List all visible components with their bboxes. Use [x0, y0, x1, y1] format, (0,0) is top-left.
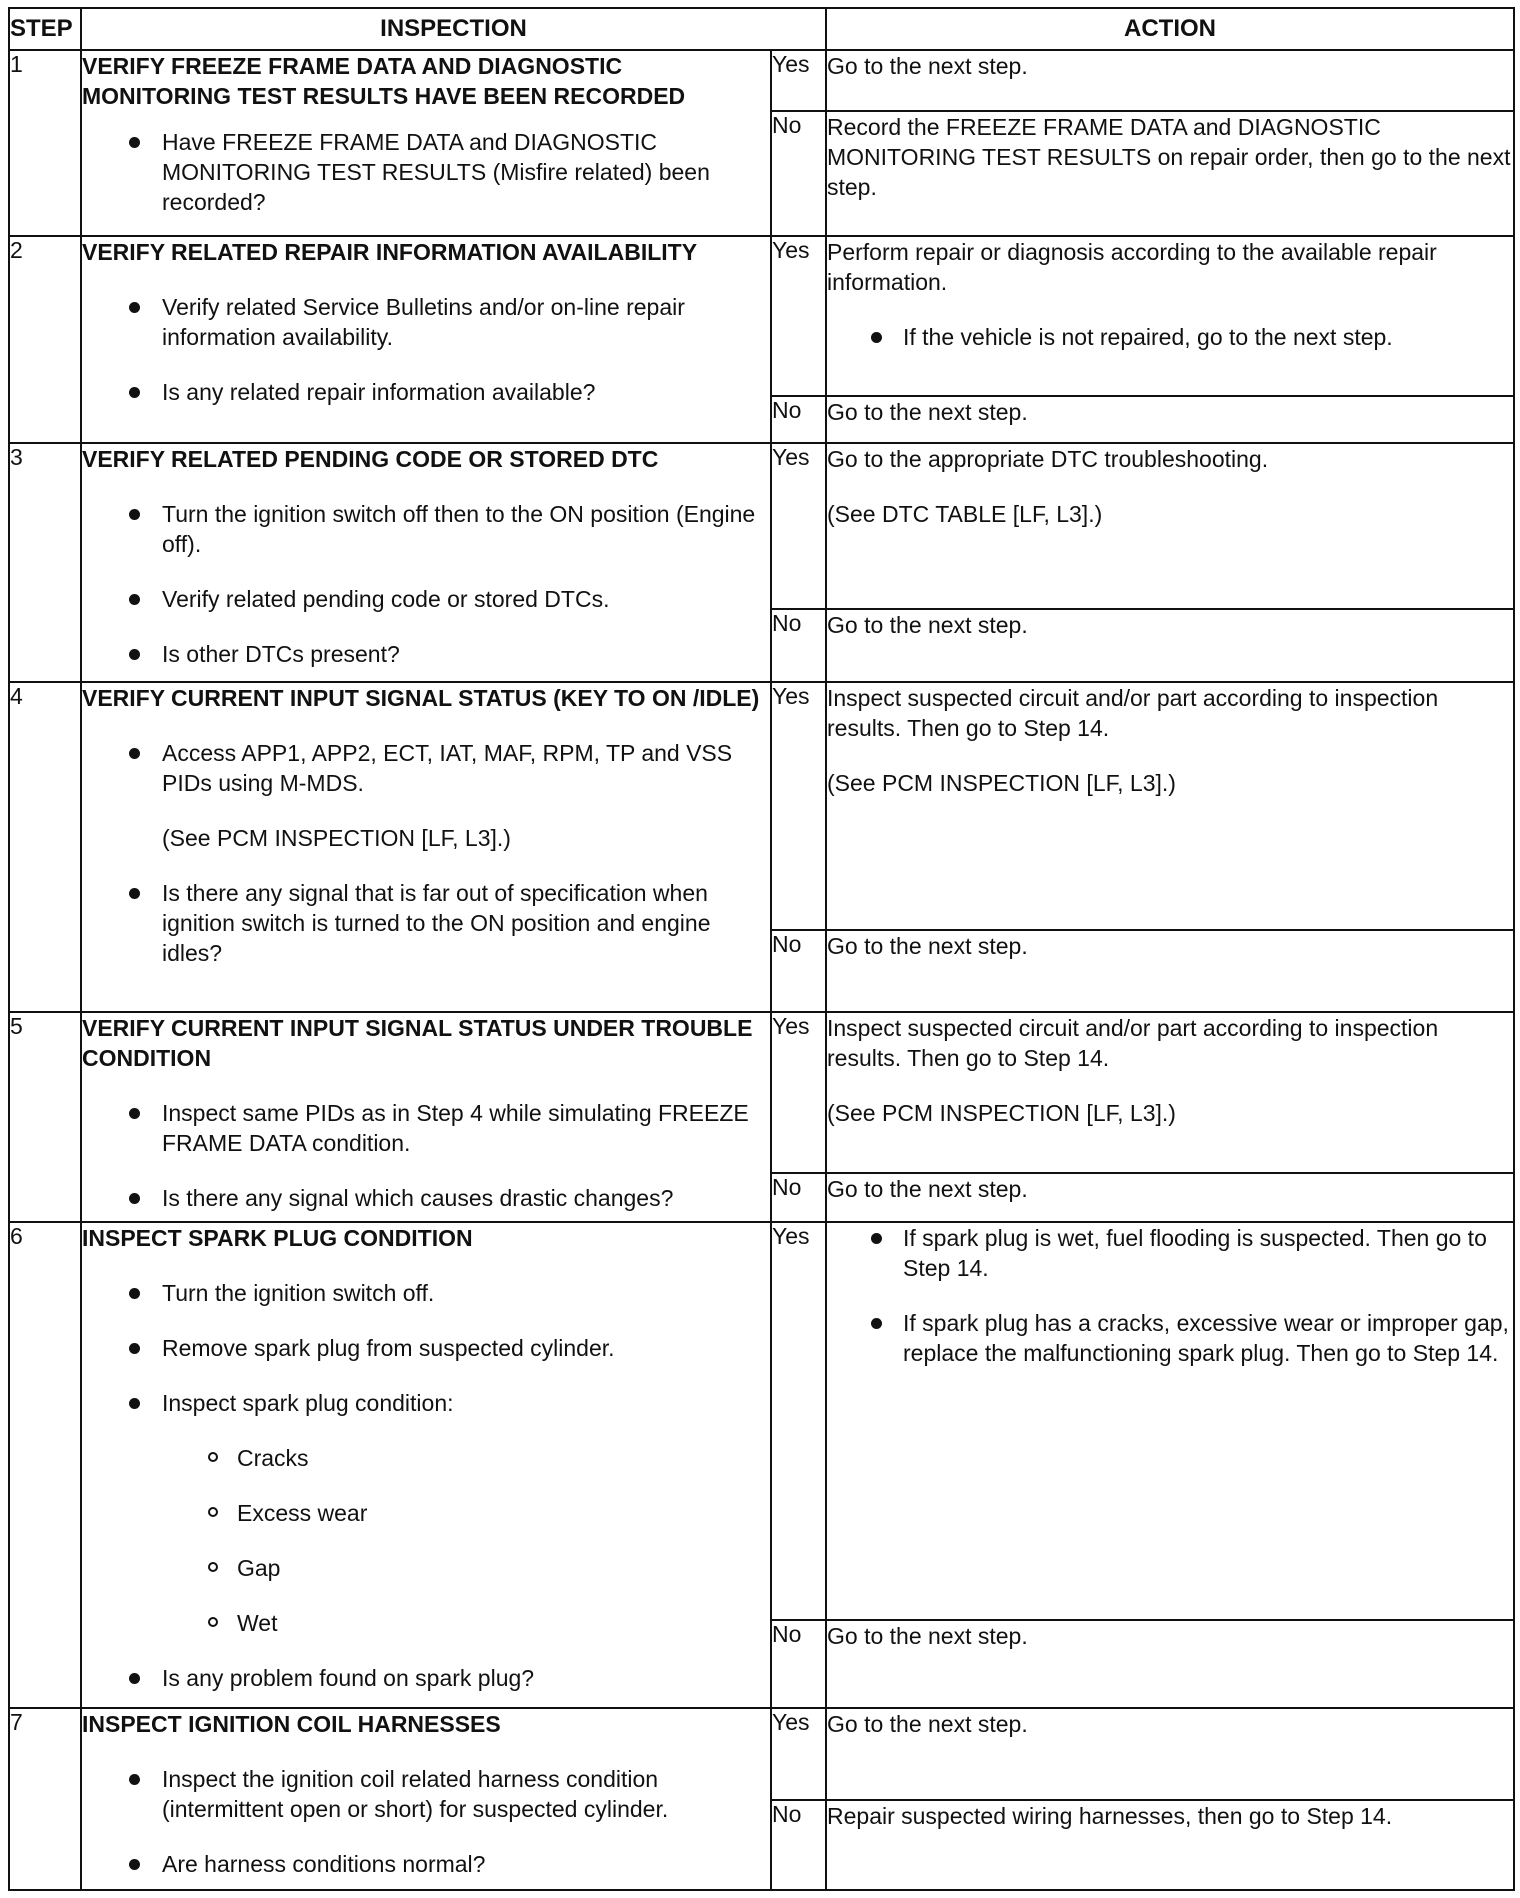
- no-action: Repair suspected wiring harnesses, then go to Step 14.: [826, 1800, 1514, 1890]
- step-4-yes-row: [9, 682, 1514, 930]
- step-number: 5: [9, 1012, 81, 1222]
- reference-link-text: (See PCM INSPECTION [LF, L3].): [162, 825, 511, 851]
- yes-action: Inspect suspected circuit and/or part according to inspection results. Then go to Step 14.: [827, 685, 1439, 741]
- no-label: No: [771, 1620, 826, 1708]
- inspection-bullet: Verify related Service Bulletins and/or on-line repair information availability.: [82, 292, 770, 352]
- step-title: INSPECT SPARK PLUG CONDITION: [82, 1225, 473, 1251]
- step-3-yes-row: [9, 443, 1514, 609]
- no-label: No: [771, 930, 826, 1012]
- step-7-inspection: [81, 1708, 771, 1890]
- yes-action: Go to the next step.: [826, 50, 1514, 111]
- condition-subitem: Cracks: [82, 1443, 770, 1473]
- no-action: Go to the next step.: [826, 1620, 1514, 1708]
- inspection-question: Is any problem found on spark plug?: [82, 1663, 770, 1693]
- no-label: No: [771, 1173, 826, 1222]
- inspection-question: Are harness conditions normal?: [82, 1849, 770, 1879]
- reference-link-text: (See DTC TABLE [LF, L3].): [827, 501, 1103, 527]
- step-6-inspection: [81, 1222, 771, 1708]
- condition-subitem: Excess wear: [82, 1498, 770, 1528]
- inspection-bullet: Inspect spark plug condition:: [82, 1388, 770, 1418]
- condition-subitem: Wet: [82, 1608, 770, 1638]
- yes-action-cell: [826, 236, 1514, 396]
- inspection-bullet: Have FREEZE FRAME DATA and DIAGNOSTIC MONITORING TEST RESULTS (Misfire related) been recorded?: [82, 127, 770, 217]
- step-title: VERIFY RELATED PENDING CODE OR STORED DTC: [82, 446, 659, 472]
- no-action: Go to the next step.: [826, 1173, 1514, 1222]
- inspection-bullet: Remove spark plug from suspected cylinder.: [82, 1333, 770, 1363]
- action-bullet: If spark plug is wet, fuel flooding is suspected. Then go to Step 14.: [827, 1223, 1513, 1283]
- yes-action: Perform repair or diagnosis according to the available repair information.: [827, 239, 1437, 295]
- yes-label: Yes: [771, 1012, 826, 1173]
- no-action: Go to the next step.: [826, 609, 1514, 682]
- yes-action: Go to the next step.: [826, 1708, 1514, 1800]
- inspection-question: Is any related repair information available?: [82, 377, 770, 407]
- step-5-inspection: [81, 1012, 771, 1222]
- yes-action-cell: [826, 1012, 1514, 1173]
- yes-action: Go to the appropriate DTC troubleshooting.: [827, 446, 1269, 472]
- inspection-question: Is there any signal which causes drastic changes?: [82, 1183, 770, 1213]
- step-1-inspection: [81, 50, 771, 236]
- step-title: VERIFY FREEZE FRAME DATA AND DIAGNOSTIC MONITORING TEST RESULTS HAVE BEEN RECORDED: [82, 53, 686, 109]
- step-number: 6: [9, 1222, 81, 1708]
- header-step: STEP: [9, 8, 81, 50]
- yes-action-cell: [826, 1222, 1514, 1620]
- header-action: ACTION: [826, 8, 1514, 50]
- no-label: No: [771, 1800, 826, 1890]
- inspection-bullet: Inspect same PIDs as in Step 4 while simulating FREEZE FRAME DATA condition.: [82, 1098, 770, 1158]
- header-inspection: INSPECTION: [81, 8, 826, 50]
- inspection-bullet: Inspect the ignition coil related harness condition (intermittent open or short) for suspected cylinder.: [82, 1764, 770, 1824]
- step-number: 3: [9, 443, 81, 682]
- step-6-yes-row: [9, 1222, 1514, 1620]
- condition-subitem: Gap: [82, 1553, 770, 1583]
- step-number: 2: [9, 236, 81, 443]
- step-2-inspection: [81, 236, 771, 443]
- no-action: Go to the next step.: [826, 930, 1514, 1012]
- step-title: VERIFY CURRENT INPUT SIGNAL STATUS (KEY TO ON /IDLE): [82, 685, 760, 711]
- step-4-inspection: [81, 682, 771, 1012]
- action-bullet: If the vehicle is not repaired, go to the next step.: [827, 322, 1513, 352]
- yes-action-cell: [826, 682, 1514, 930]
- inspection-question: Is there any signal that is far out of specification when ignition switch is turned to the ON position and engine idles?: [82, 878, 770, 968]
- inspection-bullet: Turn the ignition switch off.: [82, 1278, 770, 1308]
- diagnostic-procedure-table: [8, 7, 1515, 1891]
- no-action: Go to the next step.: [826, 396, 1514, 443]
- no-action: Record the FREEZE FRAME DATA and DIAGNOSTIC MONITORING TEST RESULTS on repair order, then go to the next step.: [826, 111, 1514, 236]
- yes-label: Yes: [771, 682, 826, 930]
- reference-link-text: (See PCM INSPECTION [LF, L3].): [827, 770, 1176, 796]
- yes-label: Yes: [771, 1222, 826, 1620]
- table-header-row: [9, 8, 1514, 50]
- yes-label: Yes: [771, 443, 826, 609]
- step-7-yes-row: [9, 1708, 1514, 1800]
- step-number: 1: [9, 50, 81, 236]
- step-title: INSPECT IGNITION COIL HARNESSES: [82, 1711, 501, 1737]
- inspection-bullet: Access APP1, APP2, ECT, IAT, MAF, RPM, TP and VSS PIDs using M-MDS.: [82, 738, 770, 798]
- no-label: No: [771, 111, 826, 236]
- yes-label: Yes: [771, 50, 826, 111]
- inspection-question: Is other DTCs present?: [82, 639, 770, 669]
- inspection-bullet: Verify related pending code or stored DTCs.: [82, 584, 770, 614]
- yes-action-cell: [826, 443, 1514, 609]
- step-number: 7: [9, 1708, 81, 1890]
- step-title: VERIFY CURRENT INPUT SIGNAL STATUS UNDER TROUBLE CONDITION: [82, 1015, 753, 1071]
- yes-action: Inspect suspected circuit and/or part according to inspection results. Then go to Step 14.: [827, 1015, 1439, 1071]
- inspection-bullet: Turn the ignition switch off then to the ON position (Engine off).: [82, 499, 770, 559]
- step-1-yes-row: [9, 50, 1514, 111]
- reference-link-text: (See PCM INSPECTION [LF, L3].): [827, 1100, 1176, 1126]
- step-3-inspection: [81, 443, 771, 682]
- action-bullet: If spark plug has a cracks, excessive wear or improper gap, replace the malfunctioning spark plug. Then go to Step 14.: [827, 1308, 1513, 1368]
- step-number: 4: [9, 682, 81, 1012]
- no-label: No: [771, 396, 826, 443]
- no-label: No: [771, 609, 826, 682]
- step-2-yes-row: [9, 236, 1514, 396]
- step-5-yes-row: [9, 1012, 1514, 1173]
- yes-label: Yes: [771, 1708, 826, 1800]
- step-title: VERIFY RELATED REPAIR INFORMATION AVAILABILITY: [82, 239, 698, 265]
- yes-label: Yes: [771, 236, 826, 396]
